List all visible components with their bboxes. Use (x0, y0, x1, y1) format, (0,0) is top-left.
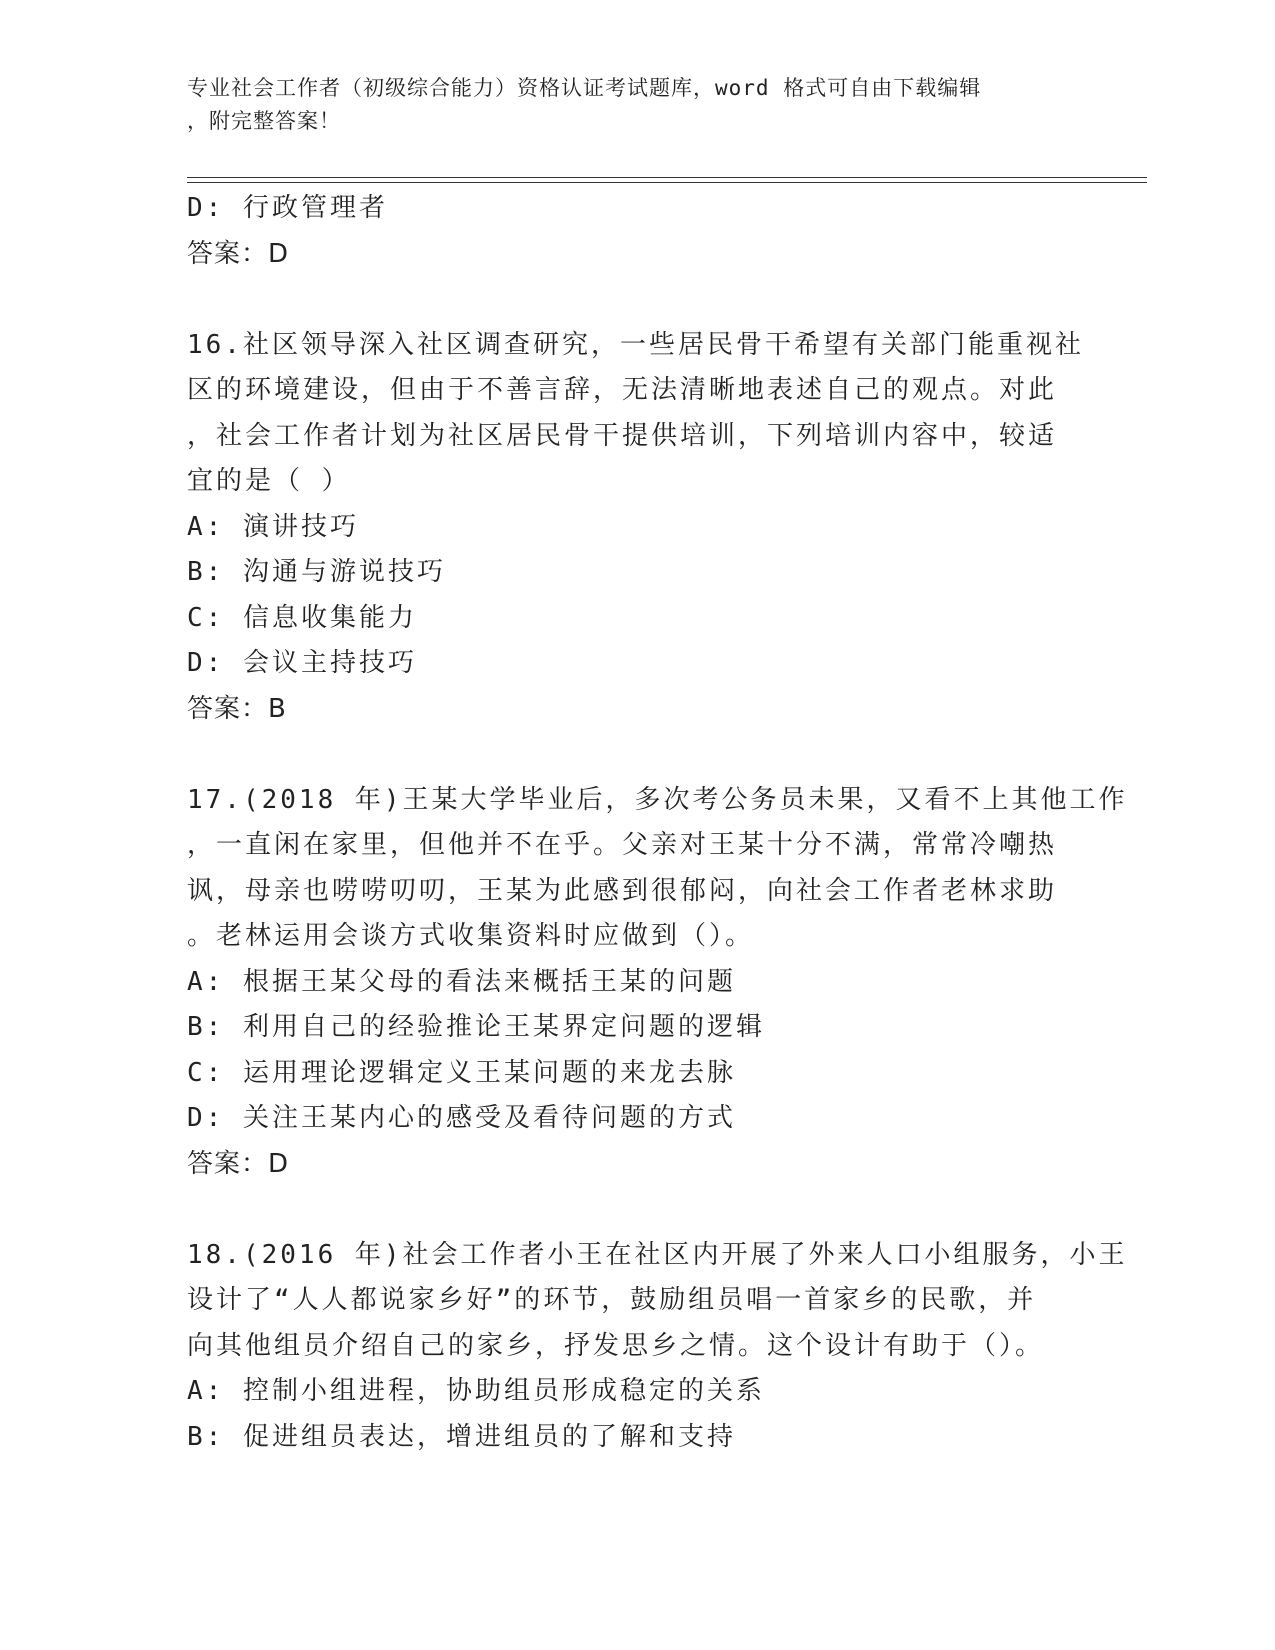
question-stem-line: 向其他组员介绍自己的家乡，抒发思乡之情。这个设计有助于（）。 (187, 1330, 1045, 1361)
question-stem-line: 18.(2016 年)社会工作者小王在社区内开展了外来人口小组服务，小王 (187, 1239, 1128, 1270)
answer-line: 答案：B (187, 693, 287, 724)
question-stem-line: 。老林运用会谈方式收集资料时应做到（）。 (187, 921, 755, 951)
option-a: A: 演讲技巧 (187, 511, 359, 542)
question-stem-line: 区的环境建设，但由于不善言辞，无法清晰地表述自己的观点。对此 (187, 375, 1058, 405)
option-b: B: 促进组员表达，增进组员的了解和支持 (187, 1421, 736, 1452)
document-body (187, 186, 1128, 1460)
answer-line: 答案：D (187, 238, 290, 269)
option-b: B: 沟通与游说技巧 (187, 557, 446, 587)
header-rule-bottom (187, 182, 1147, 183)
option-b: B: 利用自己的经验推论王某界定问题的逻辑 (187, 1012, 765, 1042)
option-a: A: 根据王某父母的看法来概括王某的问题 (187, 966, 736, 997)
question-stem-line: 设计了“人人都说家乡好”的环节，鼓励组员唱一首家乡的民歌，并 (187, 1285, 1037, 1315)
question-stem-line: 宜的是（ ） (187, 466, 351, 496)
option-c: C: 运用理论逻辑定义王某问题的来龙去脉 (187, 1057, 736, 1088)
question-stem-line: 17.(2018 年)王某大学毕业后，多次考公务员未果，又看不上其他工作 (187, 784, 1128, 815)
question-16 (187, 323, 1087, 733)
answer-line: 答案：D (187, 1148, 290, 1179)
header-rule-top (187, 177, 1147, 178)
option-d: D: 关注王某内心的感受及看待问题的方式 (187, 1103, 736, 1133)
spacer (187, 732, 1087, 778)
question-18 (187, 1233, 1128, 1461)
option-c: C: 信息收集能力 (187, 602, 417, 633)
option-a: A: 控制小组进程，协助组员形成稳定的关系 (187, 1376, 765, 1406)
question-stem-line: 讽，母亲也唠唠叨叨，王某为此感到很郁闷，向社会工作者老林求助 (187, 875, 1058, 906)
spacer (187, 1187, 1087, 1233)
option-d: D: 行政管理者 (187, 193, 388, 223)
spacer (187, 277, 1087, 323)
question-17 (187, 778, 1128, 1188)
option-d: D: 会议主持技巧 (187, 648, 417, 678)
document-header (187, 72, 1067, 138)
question-stem-line: ，一直闲在家里，但他并不在乎。父亲对王某十分不满，常常冷嘲热 (187, 830, 1058, 860)
header-line-1: 专业社会工作者（初级综合能力）资格认证考试题库，word 格式可自由下载编辑 (187, 76, 982, 100)
question-stem-line: ，社会工作者计划为社区居民骨干提供培训，下列培训内容中，较适 (187, 420, 1058, 451)
header-line-2: ，附完整答案！ (187, 109, 341, 133)
question-stem-line: 16.社区领导深入社区调查研究，一些居民骨干希望有关部门能重视社 (187, 329, 1084, 360)
